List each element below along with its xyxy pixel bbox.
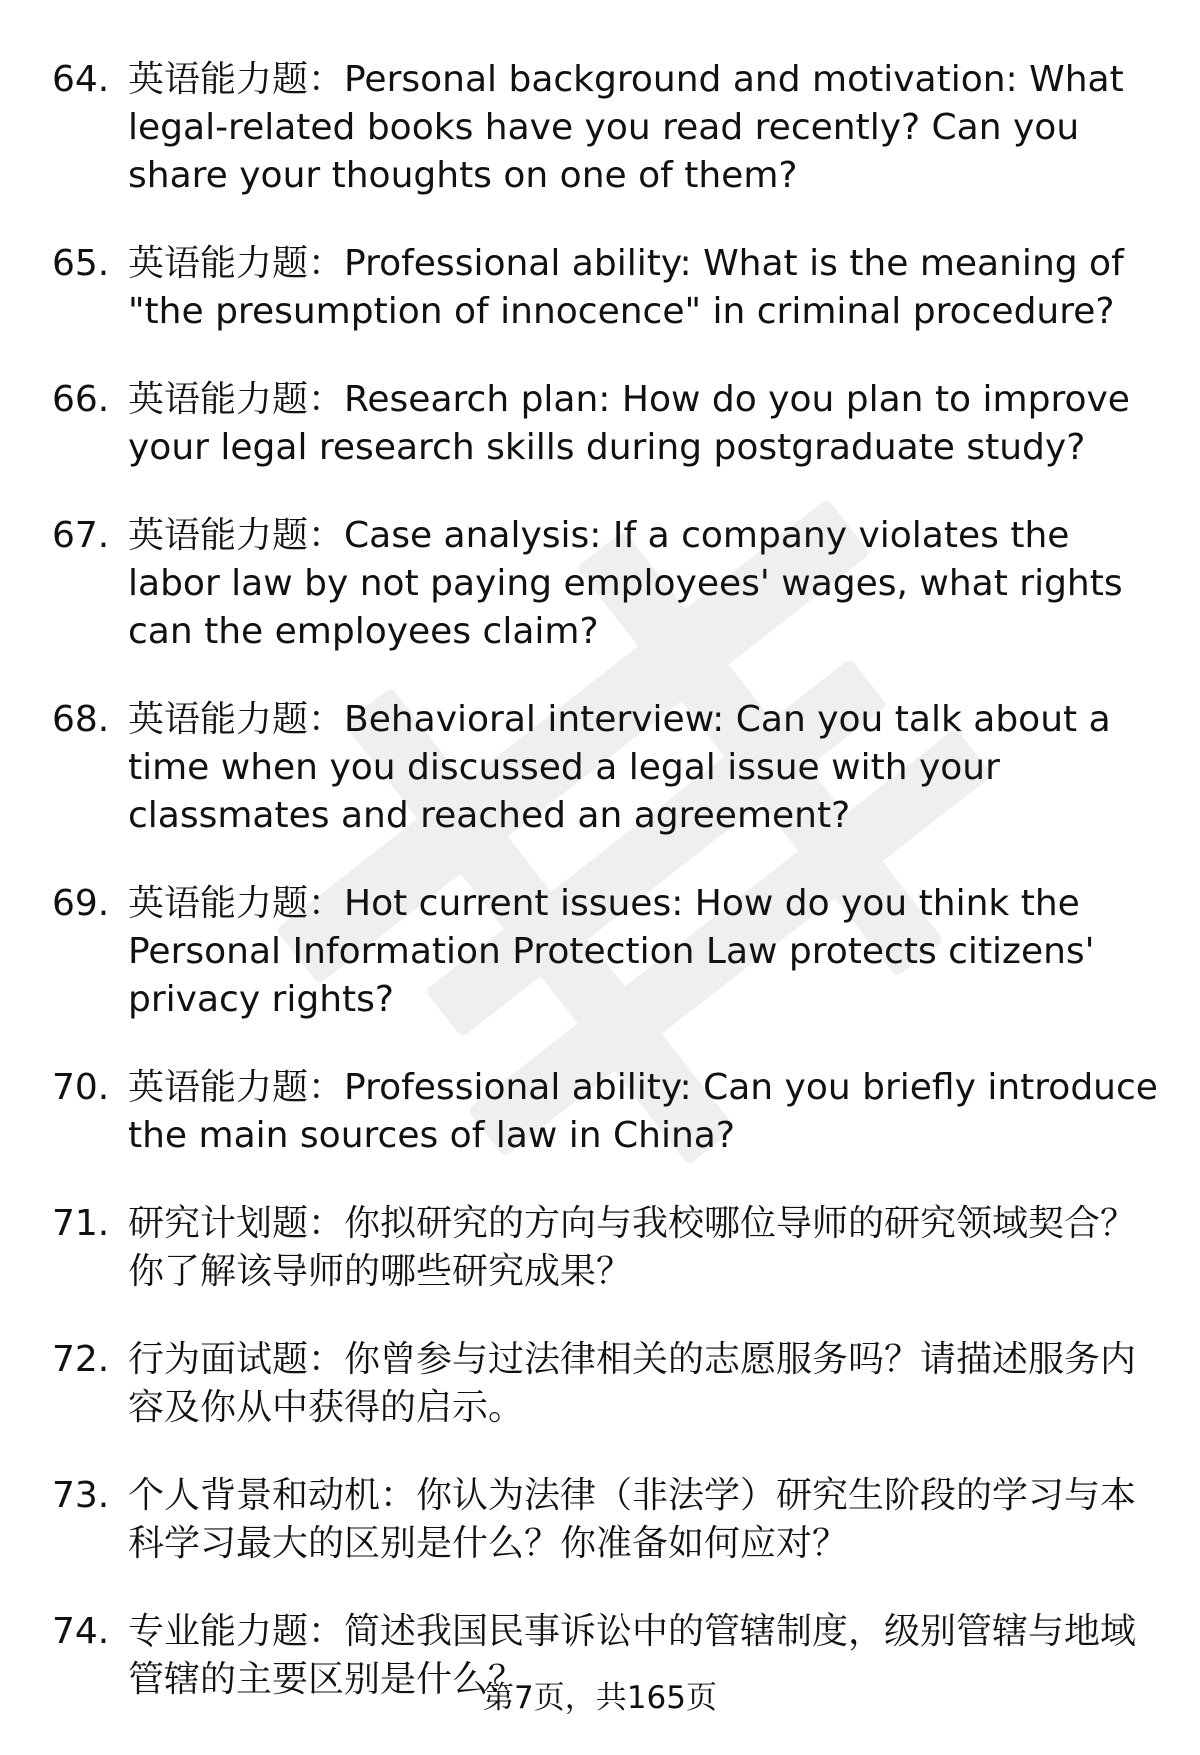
- question-text: 英语能力题：Professional ability: What is the meaning of "the presumption of innocence" in criminal procedure?: [128, 243, 1124, 332]
- question-text: 英语能力题：Research plan: How do you plan to improve your legal research skills during postgraduate study?: [128, 379, 1130, 468]
- question-number: 72.: [52, 1339, 110, 1380]
- question-item-69: [0, 880, 1200, 1024]
- question-text: 专业能力题：简述我国民事诉讼中的管辖制度，级别管辖与地域管辖的主要区别是什么？: [128, 1611, 1137, 1700]
- question-number: 71.: [52, 1203, 110, 1244]
- question-item-66: [0, 376, 1200, 472]
- question-item-71: [0, 1200, 1200, 1296]
- question-list: [0, 56, 1200, 1744]
- question-item-73: [0, 1472, 1200, 1568]
- question-number: 68.: [52, 699, 110, 740]
- question-item-68: [0, 696, 1200, 840]
- question-text: 英语能力题：Personal background and motivation: What legal-related books have you read recently? Can you share your thoughts on one of them?: [128, 59, 1124, 196]
- question-item-65: [0, 240, 1200, 336]
- question-number: 73.: [52, 1475, 110, 1516]
- page-number-footer: 第7页，共165页: [483, 1680, 717, 1716]
- question-text: 英语能力题：Case analysis: If a company violates the labor law by not paying employees' wages, what rights can the employees claim?: [128, 515, 1123, 652]
- question-text: 行为面试题：你曾参与过法律相关的志愿服务吗？请描述服务内容及你从中获得的启示。: [128, 1339, 1137, 1428]
- question-text: 英语能力题：Hot current issues: How do you think the Personal Information Protection Law protects citizens' privacy rights?: [128, 883, 1095, 1020]
- question-number: 64.: [52, 59, 110, 100]
- question-number: 67.: [52, 515, 110, 556]
- question-item-67: [0, 512, 1200, 656]
- question-item-64: [0, 56, 1200, 200]
- question-text: 个人背景和动机：你认为法律（非法学）研究生阶段的学习与本科学习最大的区别是什么？你准备如何应对？: [128, 1475, 1137, 1564]
- question-text: 研究计划题：你拟研究的方向与我校哪位导师的研究领域契合？你了解该导师的哪些研究成果？: [128, 1203, 1137, 1292]
- question-number: 69.: [52, 883, 110, 924]
- question-number: 66.: [52, 379, 110, 420]
- question-text: 英语能力题：Behavioral interview: Can you talk about a time when you discussed a legal issue with your classmates and reached an agreement?: [128, 699, 1111, 836]
- question-number: 65.: [52, 243, 110, 284]
- question-number: 74.: [52, 1611, 110, 1652]
- question-item-70: [0, 1064, 1200, 1160]
- question-number: 70.: [52, 1067, 110, 1108]
- question-item-72: [0, 1336, 1200, 1432]
- question-text: 英语能力题：Professional ability: Can you briefly introduce the main sources of law in China?: [128, 1067, 1158, 1156]
